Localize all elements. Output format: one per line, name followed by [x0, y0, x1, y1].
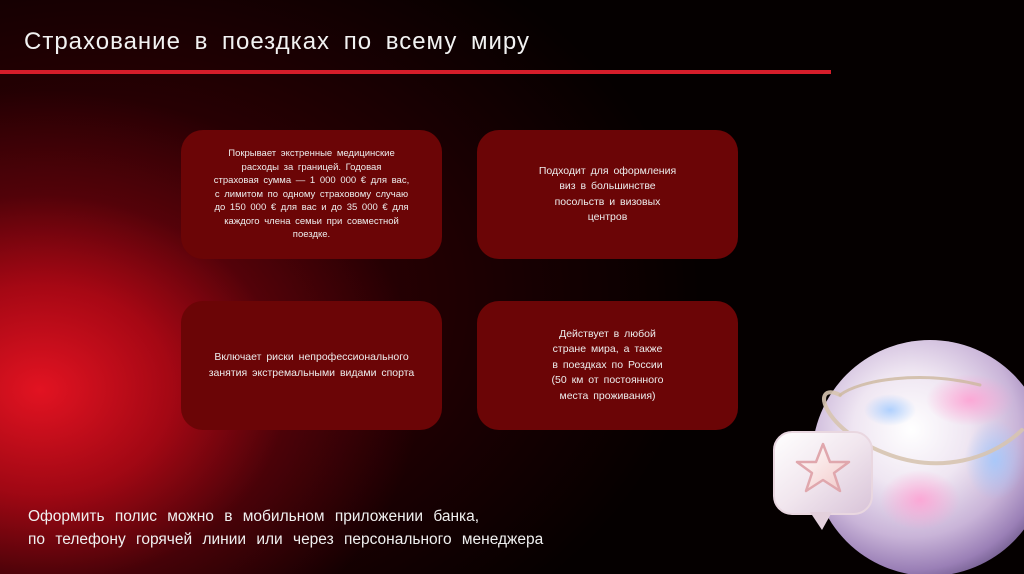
card-visa-suitable: Подходит для оформления виз в большинстве посольств и визовых центров — [477, 130, 738, 259]
card-medical-coverage: Покрывает экстренные медицинские расходы за границей. Годовая страховая сумма — 1 000 000 € для вас, с лимитом по одному страховому случаю до 150 000 € для вас и до 35 000 € для каждого члена семьи при совместной поездке. — [181, 130, 442, 259]
title-underline — [0, 70, 831, 74]
globe-illustration — [770, 340, 1024, 574]
card-extreme-sports: Включает риски непрофессионального занятия экстремальными видами спорта — [181, 301, 442, 430]
slide-title: Страхование в поездках по всему миру — [24, 28, 530, 55]
footer-text: Оформить полис можно в мобильном приложении банка, по телефону горячей линии или через персонального менеджера — [28, 508, 544, 548]
card-worldwide-validity: Действует в любой стране мира, а также в поездках по России (50 км от постоянного места проживания) — [477, 301, 738, 430]
